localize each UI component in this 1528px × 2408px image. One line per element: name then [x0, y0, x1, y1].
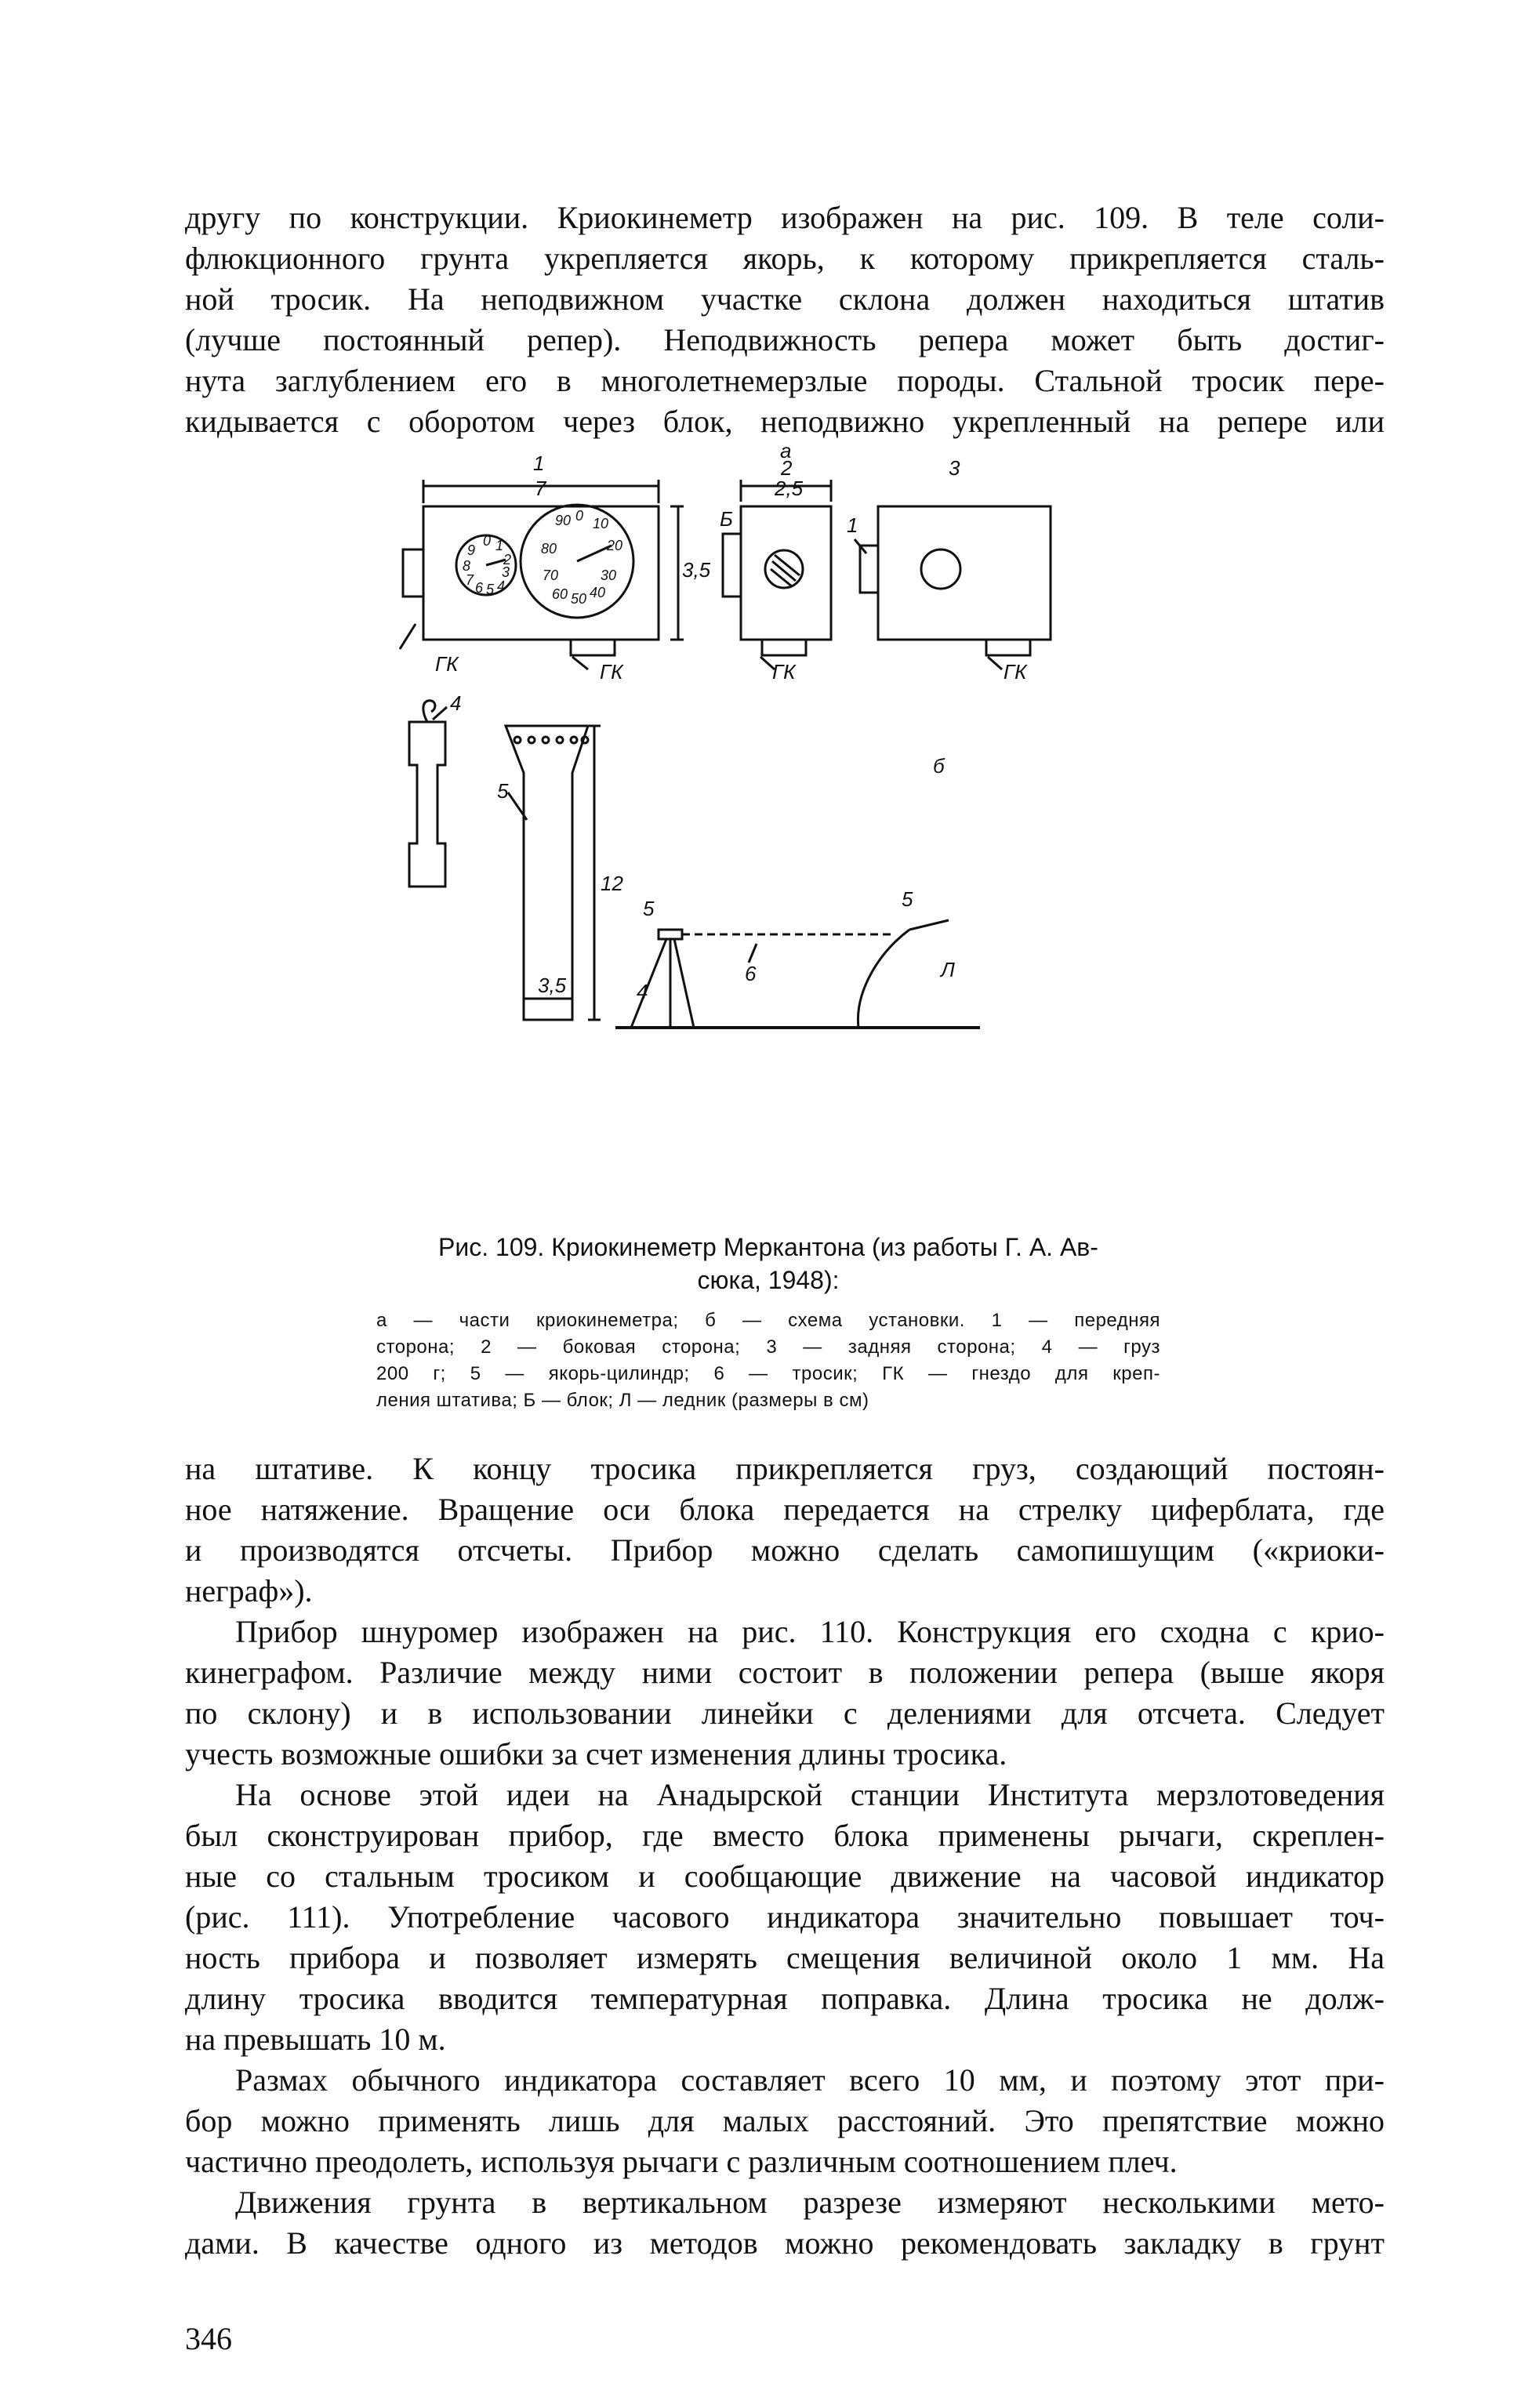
dial-right-40: 40 [590, 585, 606, 600]
caption-legend-line: а — части криокинеметра; б — схема установки. 1 — передняя [376, 1310, 1160, 1331]
label-gk-front: ГК [600, 660, 623, 684]
text-line: неграф»). [185, 1573, 313, 1608]
dial-right-70: 70 [543, 568, 559, 583]
caption-title-line: сюка, 1948): [697, 1266, 840, 1294]
block-B [659, 930, 682, 939]
label-gk-side: ГК [772, 660, 796, 684]
front-view-gk-socket [571, 640, 615, 655]
text-line: и производятся отсчеты. Прибор можно сделать самопишущим («криоки- [185, 1532, 1385, 1568]
text-line: был сконструирован прибор, где вместо блока применены рычаги, скреплен- [185, 1818, 1385, 1853]
label-5-anchor: 5 [902, 887, 913, 911]
dial-left-5: 5 [486, 582, 495, 597]
text-line: длину тросика вводится температурная поправка. Длина тросика не долж- [185, 1981, 1385, 2016]
dial-right-0: 0 [575, 508, 584, 524]
dim-7: 7 [535, 477, 546, 500]
text-line: кидывается с оборотом через блок, неподвижно укрепленный на репере или [185, 404, 1385, 439]
text-line: кинеграфом. Различие между ними состоит в положении репера (выше якоря [185, 1655, 1385, 1690]
text-line: Движения грунта в вертикальном разрезе измеряют несколькими мето- [235, 2185, 1385, 2220]
caption-legend-line: ления штатива; Б — блок; Л — ледник (размеры в см) [376, 1390, 869, 1411]
caption-legend-line: сторона; 2 — боковая сторона; 3 — задняя сторона; 4 — груз [376, 1336, 1160, 1358]
text-line: по склону) и в использовании линейки с делениями для отсчета. Следует [185, 1695, 1385, 1731]
dial-left-9: 9 [467, 542, 476, 558]
dial-right-60: 60 [552, 586, 568, 602]
caption-legend-line: 200 г; 5 — якорь-цилиндр; 6 — тросик; ГК — гнездо для креп- [376, 1363, 1160, 1384]
label-5-scheme: 5 [643, 897, 655, 920]
text-line: ные со стальным тросиком и сообщающие движение на часовой индикатор [185, 1859, 1385, 1894]
text-line: Прибор шнуромер изображен на рис. 110. Конструкция его сходна с крио- [235, 1614, 1385, 1649]
dial-left-4: 4 [497, 578, 506, 594]
back-view-hole [921, 549, 960, 589]
text-line: флюкционного грунта укрепляется якорь, к которому прикрепляется сталь- [185, 241, 1385, 276]
text-line: частично преодолеть, используя рычаги с различным соотношением плеч. [185, 2144, 1178, 2179]
label-4: 4 [450, 691, 462, 715]
dial-right-50: 50 [571, 591, 587, 607]
front-view-handle [403, 549, 423, 597]
figure-109 [345, 436, 1192, 1220]
figure-caption [376, 1231, 1160, 1414]
label-view1: 1 [533, 452, 545, 475]
dial-left-7: 7 [466, 572, 474, 588]
text-line: (лучше постоянный репер). Неподвижность репера может быть достиг- [185, 322, 1385, 357]
back-view-body [878, 506, 1051, 640]
dim-12: 12 [601, 872, 623, 895]
text-line: ной тросик. На неподвижном участке склона должен находиться штатив [185, 281, 1385, 317]
text-line: ность прибора и позволяет измерять смещения величиной около 1 мм. На [185, 1940, 1385, 1975]
text-line: другу по конструкции. Криокинеметр изображен на рис. 109. В теле соли- [185, 200, 1385, 235]
text-line: ное натяжение. Вращение оси блока передается на стрелку циферблата, где [185, 1492, 1385, 1527]
dial-left-3: 3 [502, 564, 510, 580]
label-a: а [780, 439, 792, 462]
label-gk-back: ГК [1004, 660, 1027, 684]
dial-right-90: 90 [555, 513, 572, 528]
caption-title [376, 1231, 1160, 1296]
dial-right-20: 20 [607, 538, 623, 553]
page-number: 346 [185, 2321, 232, 2356]
label-6: 6 [745, 962, 757, 985]
label-l: Л [941, 958, 955, 981]
dial-right-30: 30 [601, 568, 617, 583]
label-view1-back: 1 [847, 513, 858, 537]
label-view2: 2 [781, 456, 793, 480]
dial-left-1: 1 [495, 538, 504, 553]
dial-left-0: 0 [483, 533, 492, 549]
dial-right-80: 80 [541, 541, 557, 557]
front-view-body [423, 506, 659, 640]
dim-2-5: 2,5 [775, 477, 804, 500]
dim-3-5-bottom: 3,5 [538, 974, 567, 997]
text-line: на превышать 10 м. [185, 2022, 446, 2057]
label-b: б [933, 754, 945, 778]
text-line: На основе этой идеи на Анадырской станции Института мерзлотоведения [235, 1777, 1385, 1812]
text-block-top [185, 198, 1385, 442]
weight-4 [409, 722, 445, 887]
dial-left-6: 6 [475, 580, 484, 596]
text-line: на штативе. К концу тросика прикрепляется груз, создающий постоян- [185, 1451, 1385, 1486]
text-line: дами. В качестве одного из методов можно рекомендовать закладку в грунт [185, 2225, 1385, 2261]
text-block-bottom [185, 1449, 1385, 2264]
dial-right-10: 10 [593, 516, 609, 531]
dial-left-8: 8 [463, 558, 471, 574]
text-line: (рис. 111). Употребление часового индикатора значительно повышает точ- [185, 1899, 1385, 1935]
label-gk: ГК [435, 652, 459, 676]
text-line: учесть возможные ошибки за счет изменения длины тросика. [185, 1736, 1007, 1772]
caption-legend [376, 1307, 1160, 1414]
cryokinemeter-drawing [345, 436, 1192, 1220]
label-4-scheme: 4 [637, 980, 648, 1003]
label-b-block: Б [720, 507, 733, 531]
dial-left-2: 2 [503, 552, 512, 568]
side-view-block [723, 534, 741, 597]
caption-title-line: Рис. 109. Криокинеметр Меркантона (из работы Г. А. Ав- [438, 1233, 1098, 1261]
text-line: Размах обычного индикатора составляет всего 10 мм, и поэтому этот при- [235, 2062, 1385, 2098]
label-view3: 3 [949, 456, 960, 480]
dim-3-5: 3,5 [682, 558, 711, 582]
text-line: бор можно применять лишь для малых расстояний. Это препятствие можно [185, 2103, 1385, 2138]
label-5: 5 [497, 779, 509, 803]
text-line: нута заглублением его в многолетнемерзлые породы. Стальной тросик пере- [185, 363, 1385, 398]
glacier-edge [858, 930, 909, 1028]
